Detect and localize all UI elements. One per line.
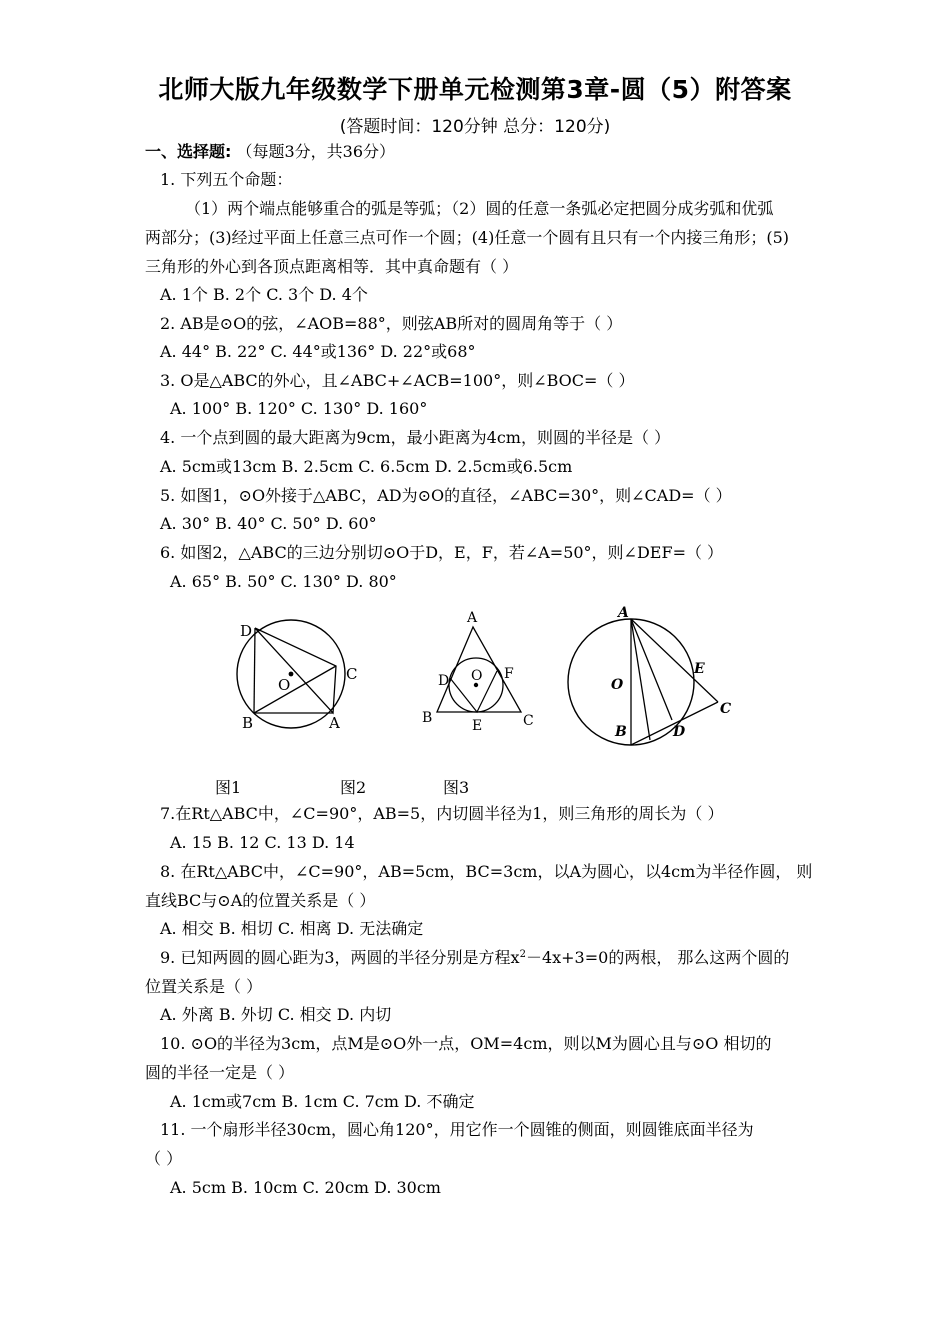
q11-line2: （ ） bbox=[145, 1149, 183, 1168]
q1-line3: 三角形的外心到各顶点距离相等．其中真命题有（ ） bbox=[145, 257, 519, 276]
fig2-label-f: F bbox=[504, 666, 514, 682]
figure-2 bbox=[418, 605, 543, 735]
fig3-label-a: A bbox=[618, 605, 629, 621]
figure-2-caption: 图2 bbox=[340, 778, 367, 797]
q2-stem: 2. AB是⊙O的弦，∠AOB=88°，则弦AB所对的圆周角等于（ ） bbox=[160, 314, 623, 333]
q1-line2: 两部分；(3)经过平面上任意三点可作一个圆；(4)任意一个圆有且只有一个内接三角形；(5) bbox=[145, 228, 789, 247]
fig1-label-b: B bbox=[242, 714, 254, 732]
q8-options: A. 相交 B. 相切 C. 相离 D. 无法确定 bbox=[160, 919, 424, 938]
fig3-label-b: B bbox=[615, 724, 627, 740]
q6-options: A. 65° B. 50° C. 130° D. 80° bbox=[170, 572, 397, 591]
q8-line2: 直线BC与⊙A的位置关系是（ ） bbox=[145, 891, 376, 910]
fig2-label-e: E bbox=[472, 718, 483, 734]
fig1-label-o: O bbox=[278, 676, 291, 694]
fig3-label-d: D bbox=[673, 724, 686, 740]
q10-options: A. 1cm或7cm B. 1cm C. 7cm D. 不确定 bbox=[170, 1092, 475, 1111]
q9-line1 bbox=[160, 948, 789, 968]
q9-line2: 位置关系是（ ） bbox=[145, 977, 263, 996]
q11-options: A. 5cm B. 10cm C. 20cm D. 30cm bbox=[170, 1178, 441, 1197]
fig1-label-d: D bbox=[240, 622, 253, 640]
q9-line1-a: 9. 已知两圆的圆心距为3，两圆的半径分别是方程x bbox=[160, 948, 520, 967]
q1-options: A. 1个 B. 2个 C. 3个 D. 4个 bbox=[160, 285, 368, 304]
figure-3 bbox=[560, 603, 740, 748]
q3-options: A. 100° B. 120° C. 130° D. 160° bbox=[170, 399, 428, 418]
section-heading bbox=[145, 142, 395, 162]
q11-line1: 11. 一个扇形半径30cm，圆心角120°，用它作一个圆锥的侧面，则圆锥底面半径为 bbox=[160, 1120, 754, 1139]
q7-stem: 7.在Rt△ABC中，∠C=90°，AB=5，内切圆半径为1，则三角形的周长为（ ） bbox=[160, 804, 724, 823]
q3-stem: 3. O是△ABC的外心，且∠ABC+∠ACB=100°，则∠BOC=（ ） bbox=[160, 371, 635, 390]
fig2-label-c: C bbox=[523, 713, 534, 729]
figure-1 bbox=[225, 615, 360, 735]
page-title: 北师大版九年级数学下册单元检测第3章-圆（5）附答案 bbox=[158, 75, 792, 104]
fig2-label-a: A bbox=[467, 610, 478, 626]
q1-line1: （1）两个端点能够重合的弧是等弧；（2）圆的任意一条弧必定把圆分成劣弧和优弧 bbox=[185, 199, 774, 218]
fig2-label-o: O bbox=[471, 668, 483, 684]
q8-line1: 8. 在Rt△ABC中，∠C=90°，AB=5cm，BC=3cm，以A为圆心，以4cm为半径作圆， 则 bbox=[160, 862, 813, 881]
q1-stem: 1. 下列五个命题： bbox=[160, 170, 293, 189]
fig2-label-d: D bbox=[438, 673, 450, 689]
q4-options: A. 5cm或13cm B. 2.5cm C. 6.5cm D. 2.5cm或6.5cm bbox=[160, 457, 573, 476]
fig3-label-c: C bbox=[720, 701, 732, 717]
q4-stem: 4. 一个点到圆的最大距离为9cm，最小距离为4cm，则圆的半径是（ ） bbox=[160, 428, 671, 447]
section-note: （每题3分，共36分） bbox=[236, 142, 396, 161]
q2-options: A. 44° B. 22° C. 44°或136° D. 22°或68° bbox=[160, 342, 476, 361]
q5-options: A. 30° B. 40° C. 50° D. 60° bbox=[160, 514, 377, 533]
fig3-label-o: O bbox=[611, 677, 624, 693]
q10-line2: 圆的半径一定是（ ） bbox=[145, 1063, 295, 1082]
q10-line1: 10. ⊙O的半径为3cm，点M是⊙O外一点，OM=4cm，则以M为圆心且与⊙O 相切的 bbox=[160, 1034, 772, 1053]
q6-stem: 6. 如图2，△ABC的三边分别切⊙O于D，E，F，若∠A=50°，则∠DEF=（ ） bbox=[160, 543, 724, 562]
q9-superscript: 2 bbox=[519, 949, 526, 960]
q9-line1-b: －4x+3=0的两根， 那么这两个圆的 bbox=[525, 948, 790, 967]
page-subtitle: (答题时间：120分钟 总分：120分) bbox=[339, 117, 611, 137]
q7-options: A. 15 B. 12 C. 13 D. 14 bbox=[170, 833, 355, 852]
q9-options: A. 外离 B. 外切 C. 相交 D. 内切 bbox=[160, 1005, 392, 1024]
section-label: 一、选择题: bbox=[145, 142, 232, 161]
figure-3-caption: 图3 bbox=[443, 778, 470, 797]
fig1-label-a: A bbox=[329, 714, 340, 732]
q5-stem: 5. 如图1，⊙O外接于△ABC，AD为⊙O的直径，∠ABC=30°，则∠CAD=（ ） bbox=[160, 486, 732, 505]
fig2-label-b: B bbox=[422, 710, 433, 726]
fig1-label-c: C bbox=[346, 665, 358, 683]
figure-1-caption: 图1 bbox=[215, 778, 242, 797]
fig3-label-e: E bbox=[694, 661, 705, 677]
